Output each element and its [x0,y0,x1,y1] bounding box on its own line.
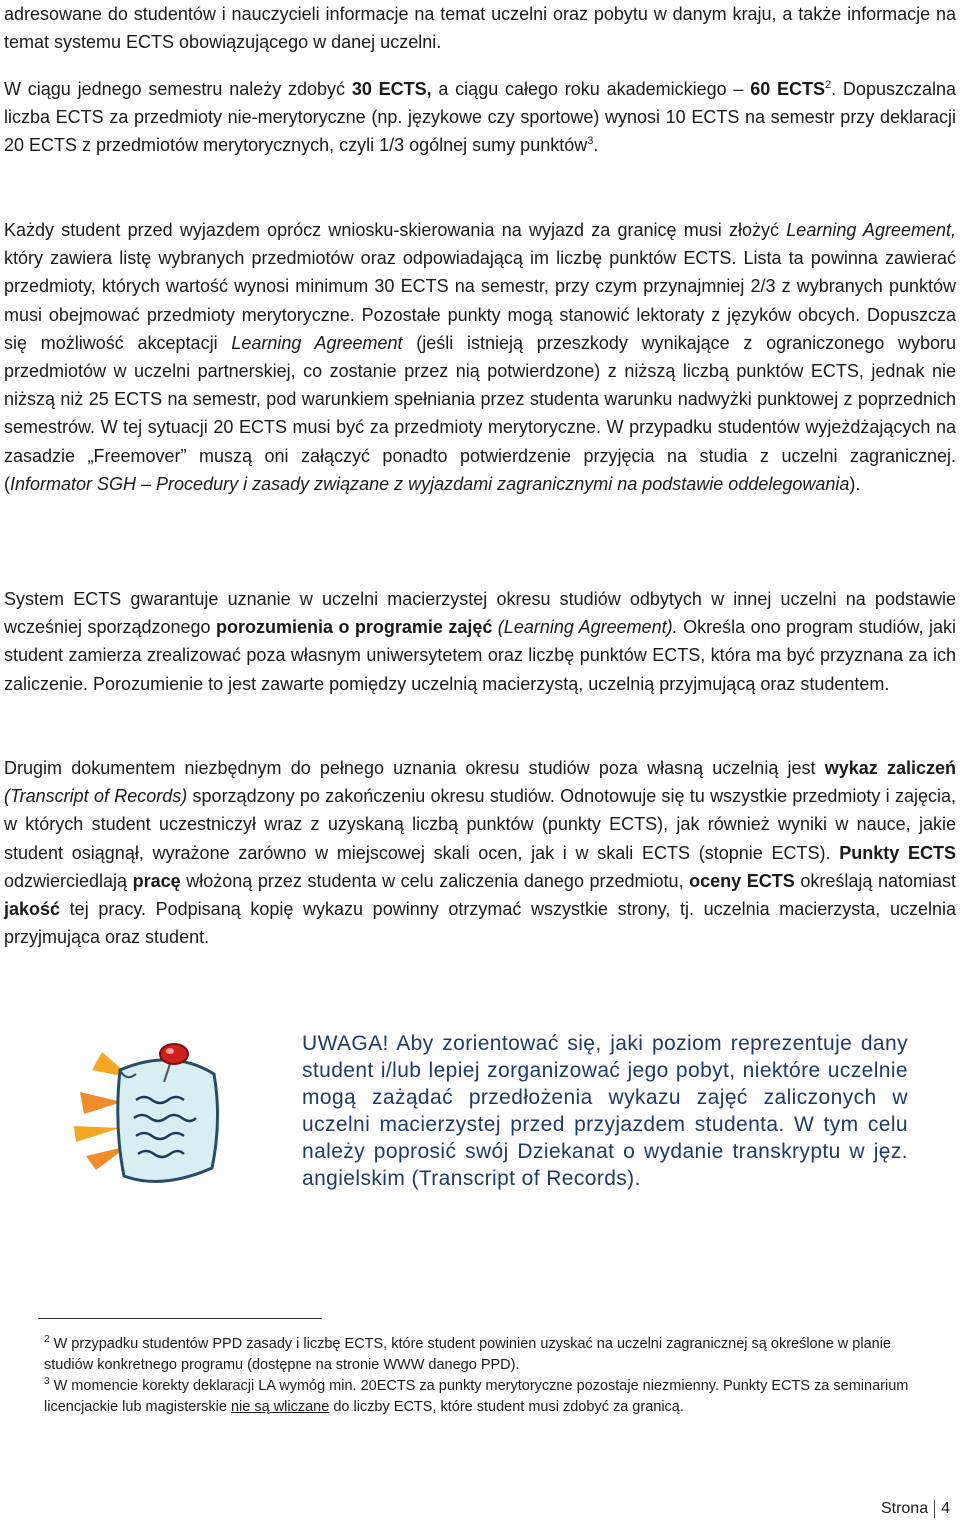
notice-text: UWAGA! Aby zorientować się, jaki poziom reprezentuje dany student i/lub lepiej zorganizować jego pobyt, niektóre uczelnie mogą zażądać przedłożenia wykazu zajęć zaliczonych w uczelni macierzystej przed przyjazdem studenta. W tym celu należy poprosić swój Dziekanat o wydanie transkryptu w jęz. angielskim (Transcript of Records). [302,1032,908,1190]
footnote-ref-2[interactable]: 2 [825,79,832,91]
text: . Dopuszczalna liczba ECTS za przedmioty nie-merytoryczne (np. językowe czy sportowe) wynosi 10 ECTS na semestr przy deklaracji 20 ECTS z przedmiotów merytorycznych, czyli 1/3 ogólnej sumy punktów [4,79,956,156]
bold-text: pracę [132,870,181,891]
paragraph-ects-requirements [4,75,956,160]
text: sporządzony po zakończeniu okresu studiów. Odnotowuje się tu wszystkie przedmioty i zajęcia, w których student uczestniczył wraz z uzyskaną liczbą punktów (punkty ECTS), jak również wyniki w nauce, jakie student osiągnął, wyrażone zarówno w miejscowej skali ocen, jak i w skali ECTS (stopnie ECTS). [4,786,956,863]
page-number-value: 4 [941,1500,950,1518]
bold-text: porozumienia o programie zajęć [216,617,493,638]
footnote-3 [44,1376,936,1418]
underlined-text: nie są wliczane [230,1399,330,1415]
bold-text: 30 ECTS, [351,79,432,99]
text: adresowane do studentów i nauczycieli informacje na temat uczelni oraz pobytu w danym kraju, a także informacje na temat systemu ECTS obowiązującego w danej uczelni. [4,4,956,53]
italic-text: (Transcript of Records) [4,786,188,807]
text: Każdy student przed wyjazdem oprócz wniosku-skierowania na wyjazd za granicę musi złożyć [4,220,787,240]
footnote-divider [38,1318,322,1319]
text: włożoną przez studenta w celu zaliczenia danego przedmiotu, [180,870,690,891]
italic-text: Informator SGH – Procedury i zasady związane z wyjazdami zagranicznymi na podstawie oddelegowania [10,473,850,494]
notice-box [302,1030,908,1192]
text: Drugim dokumentem niezbędnym do pełnego uznania okresu studiów poza własną uczelnią jest [4,758,825,778]
paragraph-learning-agreement [4,216,956,498]
paragraph-intro-continuation [4,0,956,56]
text: W ciągu jednego semestru należy zdobyć [4,79,352,99]
footnote-number: 3 [44,1376,50,1388]
paragraph-ects-system [4,585,956,698]
bold-text: Punkty ECTS [839,842,956,863]
footnote-text: W momencie korekty deklaracji LA wymóg min. 20ECTS za punkty merytoryczne pozostaje niezmienny. Punkty ECTS za seminarium licencjackie lub magisterskie [44,1378,909,1415]
bold-text: oceny ECTS [689,870,795,891]
page-label: Strona [880,1500,929,1518]
text: odzwierciedlają [4,870,133,891]
page-number [881,1500,950,1518]
footnote-2 [44,1334,936,1376]
footnote-ref-3[interactable]: 3 [587,135,594,148]
footnote-text: do liczby ECTS, które student musi zdobyć za granicą. [329,1399,684,1415]
bold-text: wykaz zaliczeń [824,758,956,778]
bold-text: jakość [4,899,61,920]
text: a ciągu całego roku akademickiego – [431,79,751,99]
footnote-text: W przypadku studentów PPD zasady i liczbę ECTS, które student powinien uzyskać na uczelni zagranicznej są określone w planie studiów konkretnego programu (dostępne na stronie WWW danego PPD). [44,1336,891,1373]
page-separator [934,1500,935,1518]
pinned-note-icon [62,1030,252,1200]
text: tej pracy. Podpisaną kopię wykazu powinny otrzymać wszystkie strony, tj. uczelnia macierzysta, uczelnia przyjmująca oraz student. [4,899,956,948]
text: Określa ono program studiów, jaki student zamierza zrealizować poza własnym uniwersytetem oraz liczbę punktów ECTS, która ma być przyznana za ich zaliczenie. Porozumienie to jest zawarte pomiędzy uczelnią macierzystą, uczelnią przyjmującą oraz studentem. [4,617,956,694]
footnote-number: 2 [44,1334,50,1346]
text: . [593,135,599,156]
text: (jeśli istnieją przeszkody wynikające z ograniczonego wyboru przedmiotów w uczelni partnerskiej, co zostanie przez nią potwierdzone) z niższą liczbą punktów ECTS, jednak nie niższą niż 25 ECTS na semestr, pod warunkiem spełniania przez studenta warunku nadwyżki punktowej z poprzednich semestrów. W tej sytuacji 20 ECTS musi być za przedmioty merytoryczne. W przypadku studentów wyjeżdżających na zasadzie „Freemover” muszą oni załączyć ponadto potwierdzenie przyjęcia na studia z uczelni zagranicznej. ( [4,332,957,494]
italic-text: Learning Agreement, [786,220,956,240]
text: który zawiera listę wybranych przedmiotów oraz odpowiadającą im liczbę punktów ECTS. Lista ta powinna zawierać przedmioty, których wartość wynosi minimum 30 ECTS na semestr, przy czym przynajmniej 2/3 z wybranych punktów musi obejmować przedmioty merytoryczne. Pozostałe punkty mogą stanowić lektoraty z języków obcych. Dopuszcza się możliwość akceptacji [4,248,956,353]
text: ). [849,473,861,494]
footnotes [44,1334,936,1418]
paragraph-transcript [4,754,956,951]
text: System ECTS gwarantuje uznanie w uczelni macierzystej okresu studiów odbytych w innej uczelni na podstawie wcześniej sporządzonego [4,589,956,638]
bold-text: 60 ECTS [750,79,826,99]
italic-text: Learning Agreement [231,332,403,353]
text: określają natomiast [794,870,956,891]
italic-text: (Learning Agreement). [492,617,678,638]
